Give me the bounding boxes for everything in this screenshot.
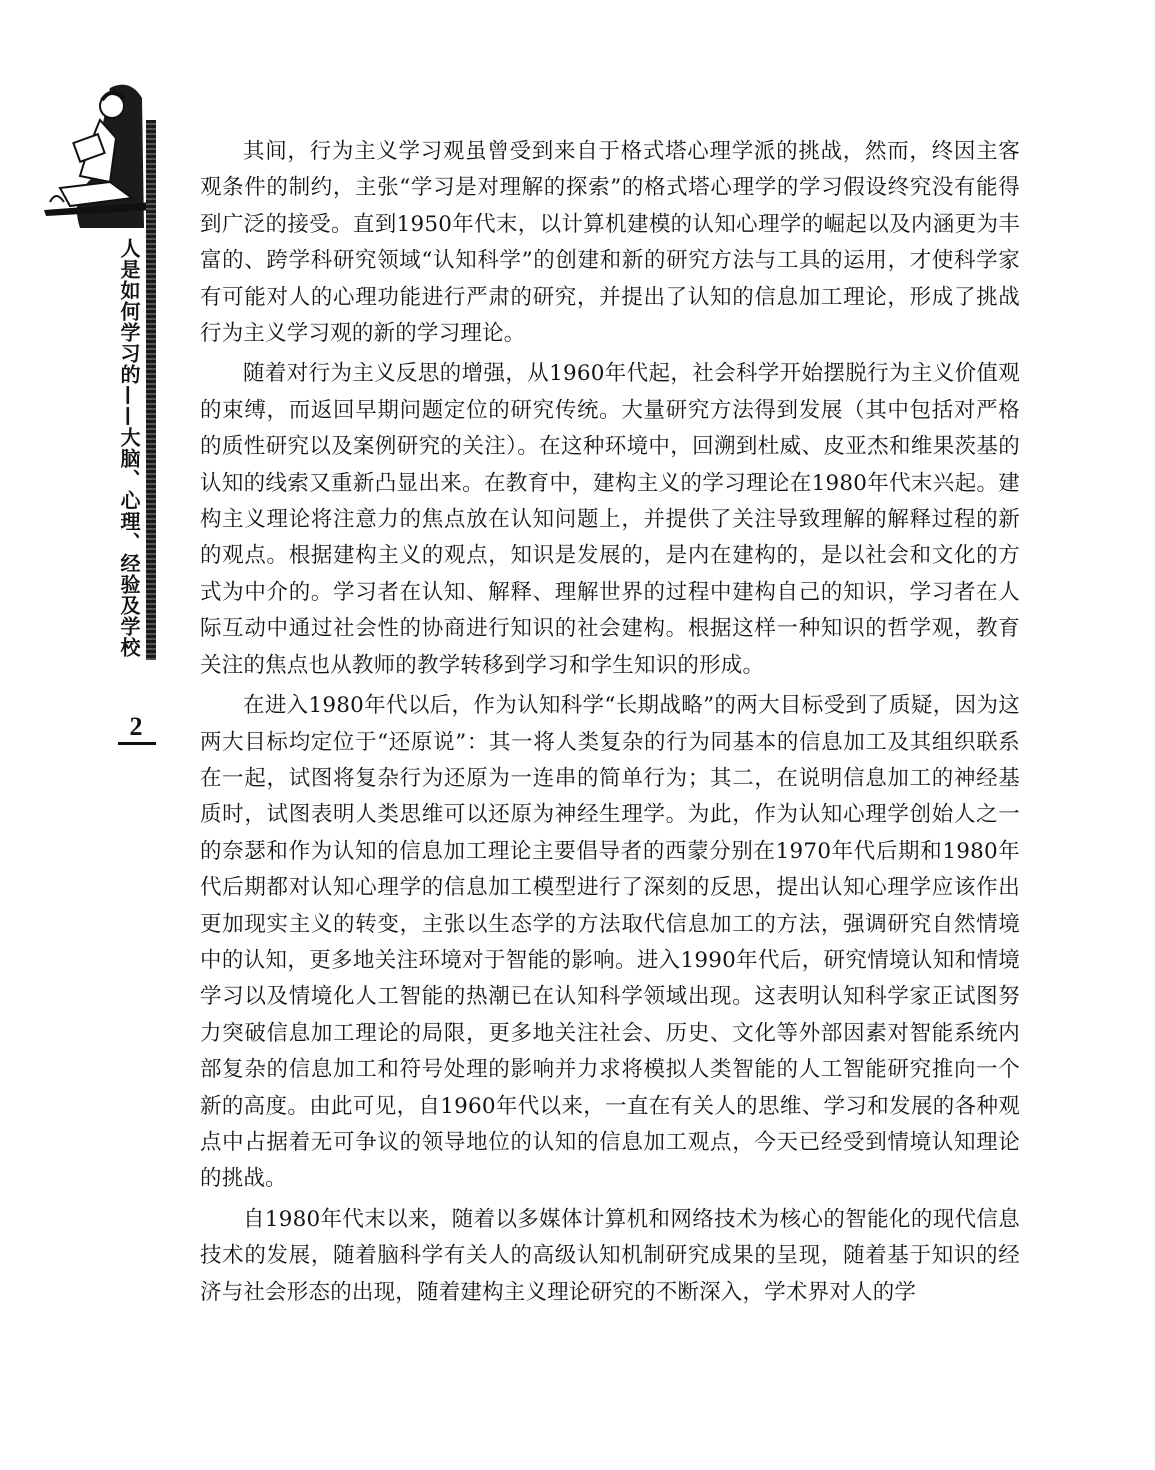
paragraph: 自1980年代末以来，随着以多媒体计算机和网络技术为核心的智能化的现代信息技术的发展，随着脑科学有关人的高级认知机制研究成果的呈现，随着基于知识的经济与社会形态的出现，随着建构主义理论研究的不断深入，学术界对人的学 bbox=[200, 1206, 1020, 1305]
margin-rule bbox=[146, 120, 156, 660]
paragraph: 在进入1980年代以后，作为认知科学“长期战略”的两大目标受到了质疑，因为这两大目标均定位于“还原说”：其一将人类复杂的行为同基本的信息加工及其组织联系在一起，试图将复杂行为还原为一连串的简单行为；其二，在说明信息加工的神经基质时，试图表明人类思维可以还原为神经生理学。为此，作为认知心理学创始人之一的奈瑟和作为认知的信息加工理论主要倡导者的西蒙分别在1970年代后期和1980年代后期都对认知心理学的信息加工模型进行了深刻的反思，提出认知心理学应该作出更加现实主义的转变，主张以生态学的方法取代信息加工的方法，强调研究自然情境中的认知，更多地关注环境对于智能的影响。进入1990年代后，研究情境认知和情境学习以及情境化人工智能的热潮已在认知科学领域出现。这表明认知科学家正试图努力突破信息加工理论的局限，更多地关注社会、历史、文化等外部因素对智能系统内部复杂的信息加工和符号处理的影响并力求将模拟人类智能的人工智能研究推向一个新的高度。由此可见，自1960年代以来，一直在有关人的思维、学习和发展的各种观点中占据着无可争议的领导地位的认知的信息加工观点，今天已经受到情境认知理论的挑战。 bbox=[200, 693, 1020, 1192]
person-reading-icon bbox=[40, 78, 160, 228]
page-number: 2 bbox=[129, 712, 143, 741]
paragraph: 随着对行为主义反思的增强，从1960年代起，社会科学开始摆脱行为主义价值观的束缚，而返回早期问题定位的研究传统。大量研究方法得到发展（其中包括对严格的质性研究以及案例研究的关注）。在这种环境中，回溯到杜威、皮亚杰和维果茨基的认知的线索又重新凸显出来。在教育中，建构主义的学习理论在1980年代末兴起。建构主义理论将注意力的焦点放在认知问题上，并提供了关注导致理解的解释过程的新的观点。根据建构主义的观点，知识是发展的，是内在建构的，是以社会和文化的方式为中介的。学习者在认知、解释、理解世界的过程中建构自己的知识，学习者在人际互动中通过社会性的协商进行知识的社会建构。根据这样一种知识的哲学观，教育关注的焦点也从教师的教学转移到学习和学生知识的形成。 bbox=[200, 361, 1020, 678]
running-title: 人是如何学习的——大脑、心理、经验及学校 bbox=[117, 238, 141, 658]
page-number-underline bbox=[118, 742, 156, 745]
body-text bbox=[200, 134, 1020, 1315]
paragraph: 其间，行为主义学习观虽曾受到来自于格式塔心理学派的挑战，然而，终因主客观条件的制约，主张“学习是对理解的探索”的格式塔心理学的学习假设终究没有能得到广泛的接受。直到1950年代末，以计算机建模的认知心理学的崛起以及内涵更为丰富的、跨学科研究领域“认知科学”的创建和新的研究方法与工具的运用，才使科学家有可能对人的心理功能进行严肃的研究，并提出了认知的信息加工理论，形成了挑战行为主义学习观的新的学习理论。 bbox=[200, 139, 1020, 347]
